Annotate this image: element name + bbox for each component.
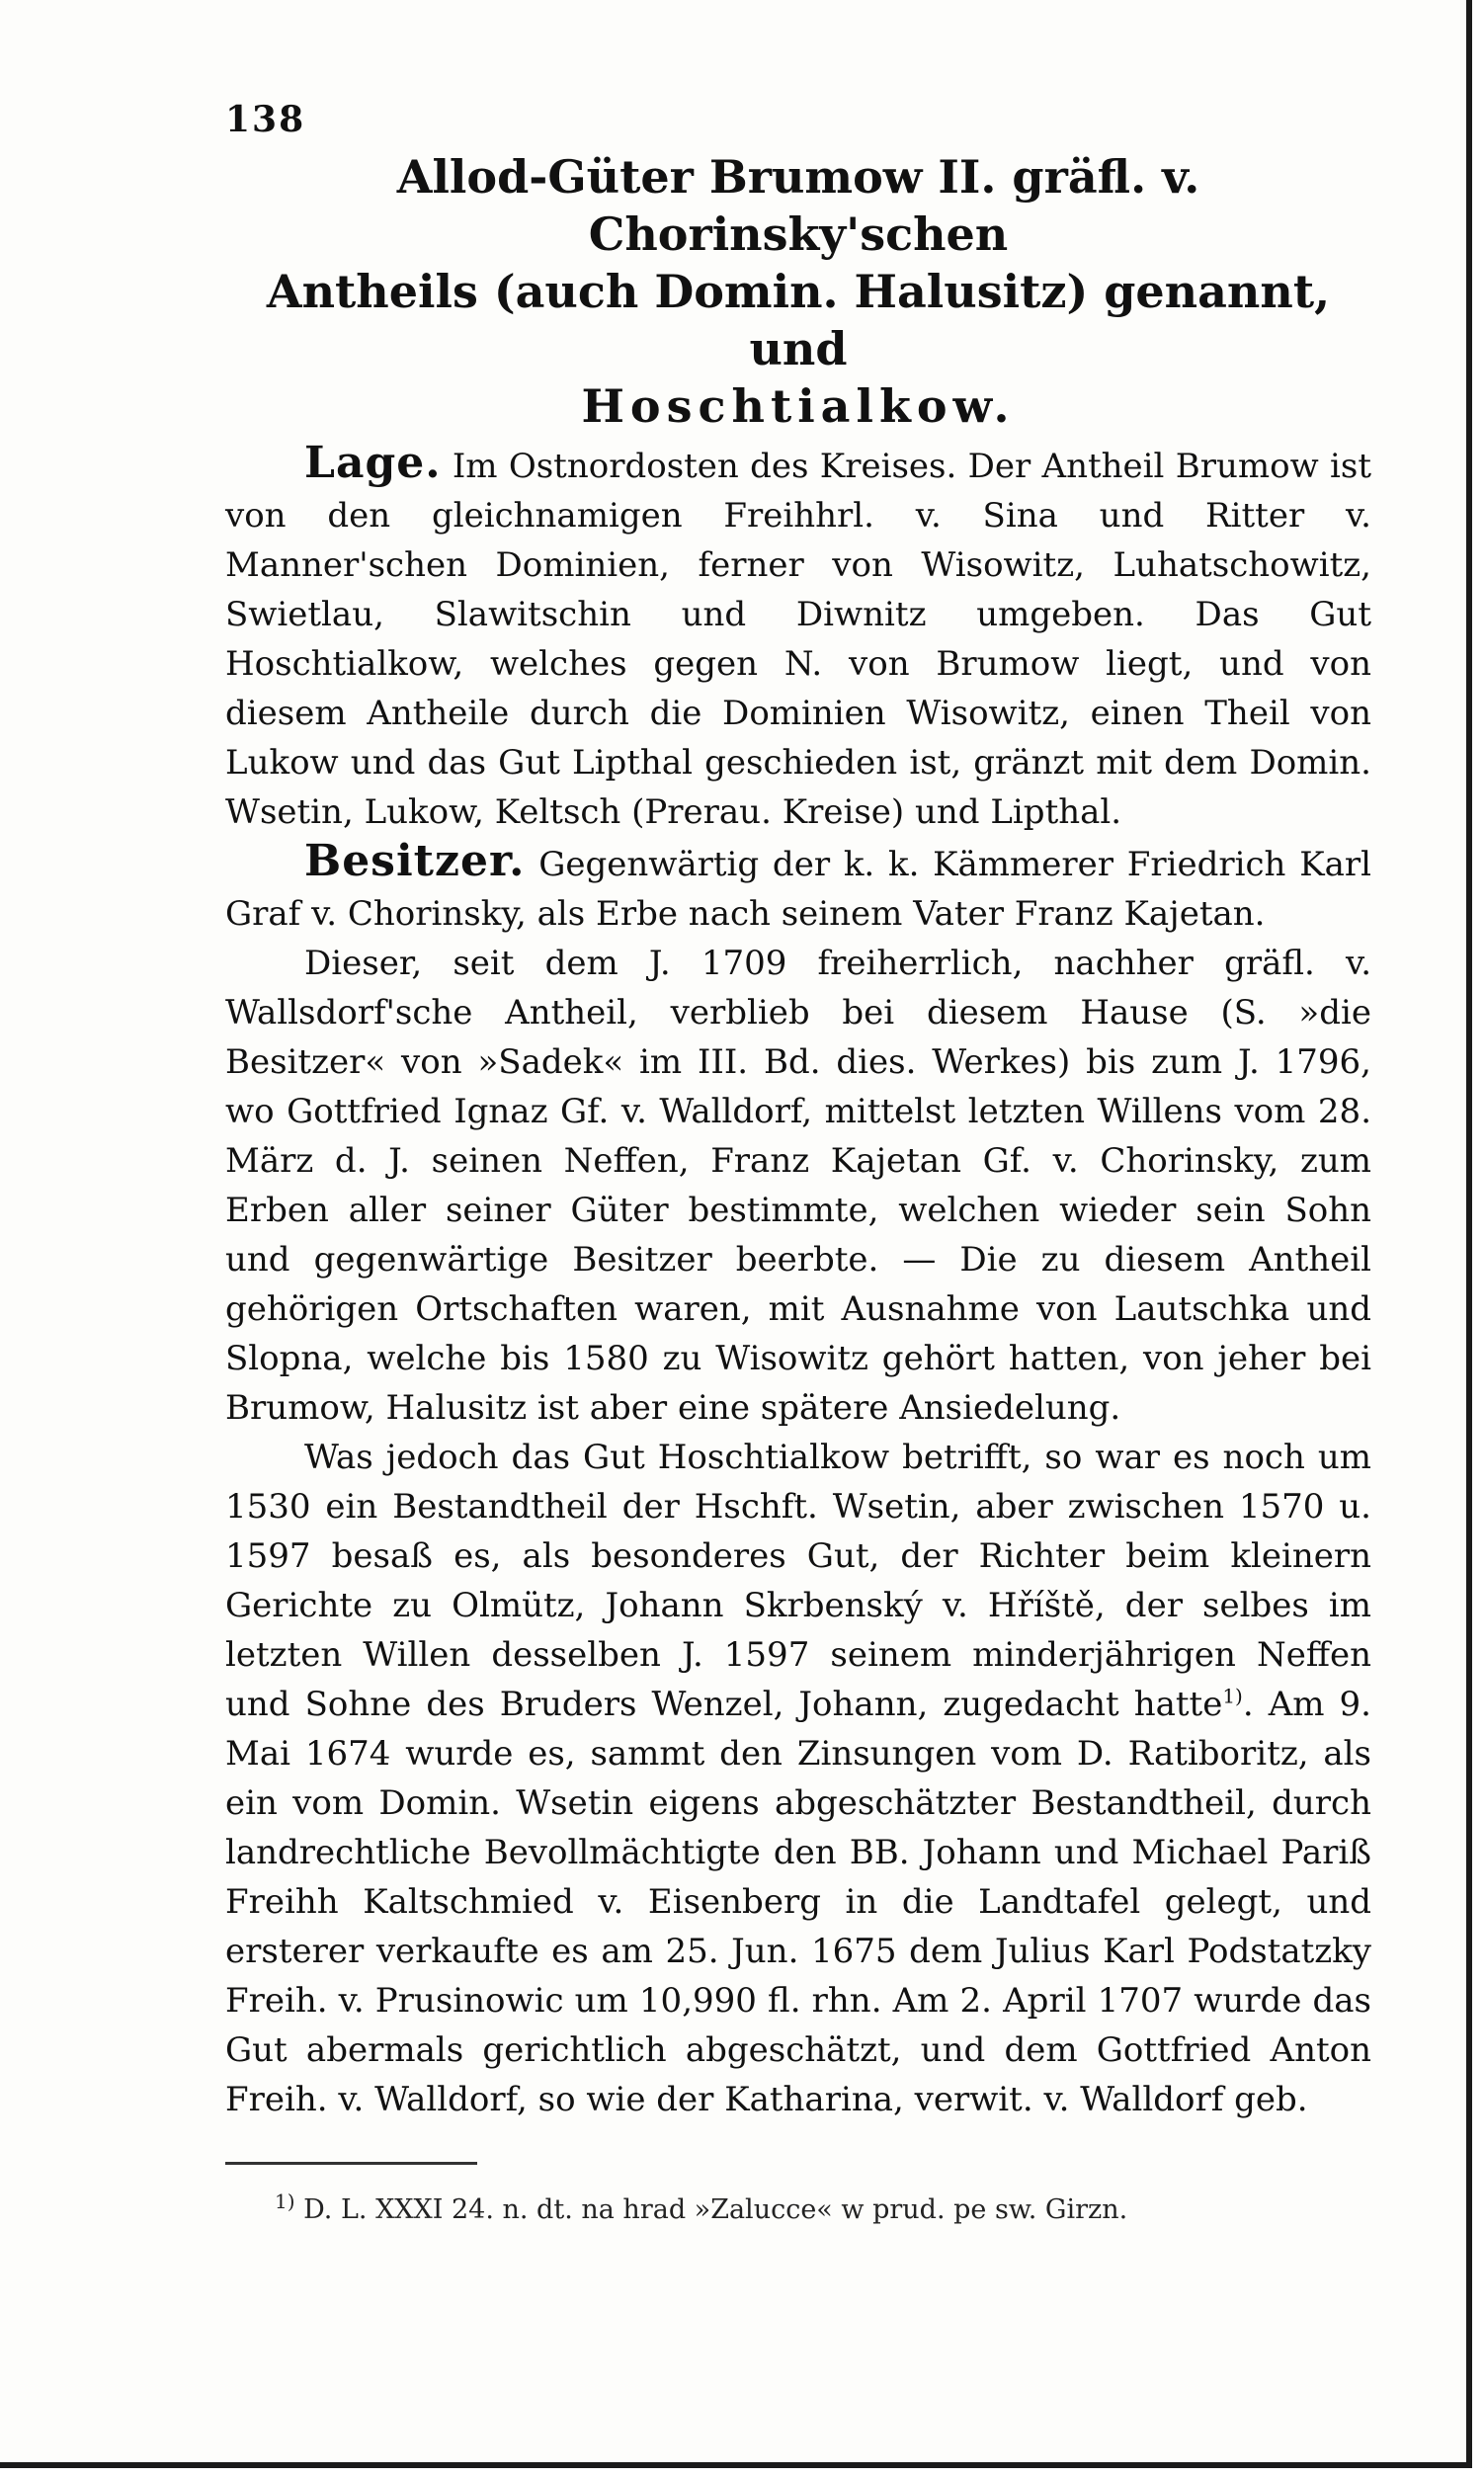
footnote xyxy=(225,2190,1371,2230)
footnote-mark: 1) xyxy=(275,2190,295,2213)
paragraph-2-text-a: Was jedoch das Gut Hoschtialkow betrifft, so war es noch um 1530 ein Bestandtheil der Hschft. Wsetin, aber zwischen 1570 u. 1597 besaß es, als besonderes Gut, der Richter beim kleinern Gerichte zu Olmütz, Johann Skrbenský v. Hříště, der selbes im letzten Willen desselben J. 1597 seinem minderjährigen Neffen und Sohne des Bruders Wenzel, Johann, zugedacht hatte xyxy=(225,1438,1371,1724)
besitzer-label: Besitzer. xyxy=(304,836,526,886)
footnote-text: D. L. XXXI 24. n. dt. na hrad »Zalucce« w prud. pe sw. Girzn. xyxy=(303,2194,1128,2225)
heading-line-3: Hoschtialkow. xyxy=(581,379,1016,433)
paragraph-hoschtialkow xyxy=(225,1433,1371,2124)
chapter-heading xyxy=(215,148,1381,435)
lage-label: Lage. xyxy=(304,438,442,488)
besitzer-text: Gegenwärtig der k. k. Kämmerer Friedrich Karl Graf v. Chorinsky, als Erbe nach seinem Vater Franz Kajetan. xyxy=(225,845,1371,934)
footnote-divider xyxy=(225,2162,477,2165)
paragraph-2-text-b: . Am 9. Mai 1674 wurde es, sammt den Zinsungen vom D. Ratiboritz, als ein vom Domin. Wsetin eigens abgeschätzter Bestandtheil, durch landrechtliche Bevollmächtigte den BB. Johann und Michael Pariß Freihh Kaltschmied v. Eisenberg in die Landtafel gelegt, und ersterer verkaufte es am 25. Jun. 1675 dem Julius Karl Podstatzky Freih. v. Prusinowic um 10,990 fl. rhn. Am 2. April 1707 wurde das Gut abermals gerichtlich abgeschätzt, und dem Gottfried Anton Freih. v. Walldorf, so wie der Katharina, verwit. v. Walldorf geb. xyxy=(225,1685,1371,2119)
footnote-reference: 1) xyxy=(1222,1684,1243,1708)
paragraph-history: Dieser, seit dem J. 1709 freiherrlich, nachher gräfl. v. Wallsdorf'sche Antheil, verblieb bei diesem Hause (S. »die Besitzer« von »Sadek« im III. Bd. dies. Werkes) bis zum J. 1796, wo Gottfried Ignaz Gf. v. Walldorf, mittelst letzten Willens vom 28. März d. J. seinen Neffen, Franz Kajetan Gf. v. Chorinsky, zum Erben aller seiner Güter bestimmte, welchen wieder sein Sohn und gegenwärtige Besitzer beerbte. — Die zu diesem Antheil gehörigen Ortschaften waren, mit Ausnahme von Lautschka und Slopna, welche bis 1580 zu Wisowitz gehört hatten, von jeher bei Brumow, Halusitz ist aber eine spätere Ansiedelung. xyxy=(225,944,1371,1428)
page-number: 138 xyxy=(225,99,306,140)
page-content xyxy=(225,99,1371,2230)
section-besitzer xyxy=(225,837,1371,939)
section-lage xyxy=(225,439,1371,837)
heading-line-1: Allod-Güter Brumow II. gräfl. v. Chorinsky'schen xyxy=(396,150,1200,261)
lage-text: Im Ostnordosten des Kreises. Der Antheil Brumow ist von den gleichnamigen Freihhrl. v. Sina und Ritter v. Manner'schen Dominien, ferner von Wisowitz, Luhatschowitz, Swietlau, Slawitschin und Diwnitz umgeben. Das Gut Hoschtialkow, welches gegen N. von Brumow liegt, und von diesem Antheile durch die Dominien Wisowitz, einen Theil von Lukow und das Gut Lipthal geschieden ist, gränzt mit dem Domin. Wsetin, Lukow, Keltsch (Prerau. Kreise) und Lipthal. xyxy=(225,447,1371,832)
heading-line-2: Antheils (auch Domin. Halusitz) genannt, und xyxy=(266,265,1331,375)
